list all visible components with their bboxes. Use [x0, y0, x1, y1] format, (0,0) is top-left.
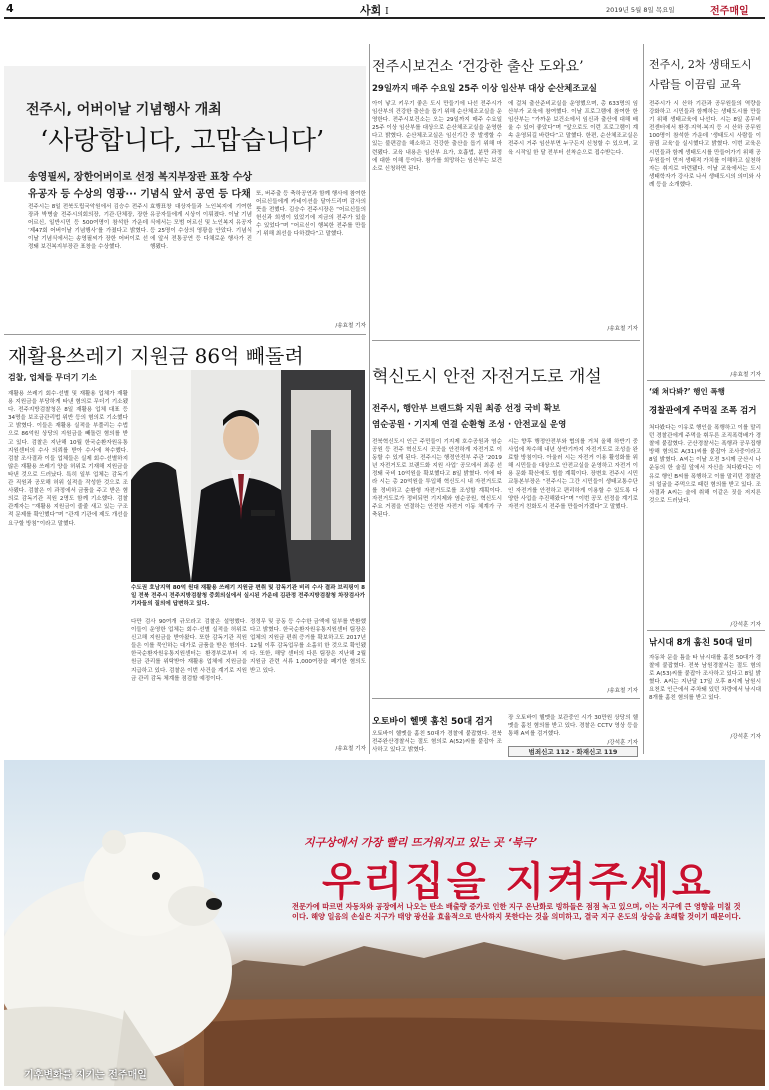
fishing-body: 자동차 문을 틈을 타 낚시대를 훔친 50대가 경찰에 붙잡혔다. 전북 남원경찰서는 절도 혐의로 A(53)씨를 붙잡아 조사하고 있다고 8일 밝혔다. A씨는 지난달 17일 오후 8시께 남원시 요천로 인근에서 주차돼 있던 차량에서 낚시대 8개를 훔친 혐의를 받고 있다.: [649, 655, 761, 702]
event-body-col2: 효행표창 대상자들과 노인복지에 기여한 유공자들에게 시상이 이뤄졌다. 이날 기념식에서는 모범 어르신 및 노인복지 유공자 등 25명이 수상의 영광을 안았다. 기념식에 앞서 전통공연 등 다채로운 행사가 진행됐다.: [150, 204, 252, 251]
header-rule: [4, 17, 765, 19]
birth-body-col2: 에 걸쳐 출산준비교실을 운영했으며, 총 633명의 임산부가 교육에 참여했다. 이날 프로그램에 참여한 한 임산부는 “가까운 보건소에서 임신과 출산에 대해 배울 수 있어 좋았다”며 “앞으로도 이런 프로그램이 계속 운영되길 바란다”고 말했다. 한편, 순산체조교실은 전주시 거주 임산부면 누구든지 신청할 수 있으며, 교육 시작일 한 달 전부터 선착순으로 접수받는다.: [508, 101, 638, 156]
bike-headline: 혁신도시 안전 자전거도로 개설: [372, 367, 602, 387]
event-kicker-text: 전주시, 어버이날 기념행사 개최: [26, 102, 222, 118]
ad-credit: 기후변화를 지키는 전주매일: [24, 1070, 147, 1081]
notice-bar: 범죄신고 112 · 화재신고 119: [508, 746, 638, 757]
briefing-photo-illustration: [131, 370, 365, 582]
motorbike-headline: 오토바이 헬멧 훔친 50대 검거: [372, 717, 493, 727]
environment-advertisement: [4, 760, 765, 1086]
birth-byline: /송효철 기자: [607, 326, 638, 332]
row-rule-1: [4, 334, 366, 335]
bike-body-col2: 시는 향후 행정안전부와 협의를 거쳐 올해 하반기 중 사업에 착수해 내년 상반기까지 자전거도로 조성을 완료할 방침이다. 아울러 시는 자전거 이용 활성화를 위해 시민들을 대상으로 안전교실을 운영하고 자전거 이용 문화 확산에도 힘쓸 계획이다. 장변호 전주시 시민교통본부장은 “전주시는 그간 시민들이 생태교통수단인 자전거를 안전하고 편리하게 이용할 수 있도록 다양한 사업을 추진해왔다”며 “이번 공모 선정을 계기로 자전거 친화도시 전주를 만들어가겠다”고 말했다.: [508, 439, 638, 510]
section-mark: I: [385, 7, 389, 17]
police-byline: /강석훈 기자: [730, 622, 761, 628]
police-headline: 경찰관에게 주먹질 조폭 검거: [649, 406, 757, 416]
event-headline-text: ‘사랑합니다, 고맙습니다’: [40, 126, 325, 156]
issue-date: 2019년 5월 8일 목요일: [606, 6, 675, 14]
eco-headline-2: 사람들 이끔림 교육: [649, 78, 742, 91]
column-rule-1: [369, 44, 370, 754]
ad-headline: 우리집을 지켜주세요: [322, 859, 714, 905]
eco-headline-1: 전주시, 2차 생태도시: [649, 58, 752, 71]
news-photo: [131, 370, 365, 582]
recycle-headline: 재활용쓰레기 지원금 86억 빼돌려: [8, 344, 304, 368]
event-subhead-1: 송영필씨, 장한어버이로 선정 복지부장관 표창 수상: [28, 172, 253, 183]
event-byline: /송효철 기자: [335, 323, 366, 329]
ad-body: 전문가에 따르면 자동차와 공장에서 나오는 탄소 배출량 증가로 인한 지구 온난화로 빙하들은 점점 녹고 있으며, 이는 지구에 큰 영향을 미칠 것이다. 해양 일음의 손실은 지구가 태양 광선을 효율적으로 반사하지 못한다는 것을 의미하고, 결국 지구 온도의 상승을 초래할 것이기 때문이다.: [292, 902, 741, 921]
photo-caption: 수도권 호남지역 80억 원대 재활용 쓰레기 지원금 편취 및 감독기관 비리 수사 결과 브리핑이 8일 전북 전주시 전주지방검찰청 중회의실에서 실시된 가운데 김관정 전주지방검찰청 차장검사가 기자들의 질의에 답변하고 있다.: [131, 585, 365, 608]
bike-body-col1: 전북혁신도시 인근 주민들이 기지제 호수공원과 염순공원 등 전주 혁신도시 곳곳을 안전하게 자전거로 이동할 수 있게 된다. 전주시는 행정안전부 주관 ‘2019년 자전거도로 브랜드화 지원 사업’ 공모에서 최종 선정돼 국비 10억원을 확보했다고 8일 밝혔다. 이에 따라 시는 총 20억원을 투입해 혁신도시 내 자전거도로를 정비하고 순환형 자전거도로를 조성할 계획이다. 자전거도로가 정비되면 기지제와 염순공원, 혁신도시 주요 거점을 연결하는 안전한 자전거 이동 체계가 구축된다.: [372, 439, 502, 518]
bike-subhead-1: 전주시, 행안부 브랜드화 지원 최종 선정 국비 확보: [372, 404, 561, 414]
masthead-name: 전주매일: [710, 6, 749, 17]
recycle-body-col3: 정정무 및 공동 등 수수한 금액에 일부를 반환했다고 밝혔다. 한국순환자원유통지원센터 팀장은 업체의 지원금 편취 증거를 확보하고도 2017년 12월 이후 감독업무를 소홀히 한 것으로 확인됐다. 또한, 해당 센터의 다른 팀장은 지난해 2월 지원금 관련 서류 1,000여장을 폐기한 혐의도 받고 있다.: [250, 619, 366, 674]
birth-body-col1: 아이 낳고 키우기 좋은 도시 만들기에 나선 전주시가 임산부의 건강한 출산을 돕기 위해 순산체조교실을 운영한다. 전주시보건소는 오는 29일까지 매주 수요일 25주 이상 임산부를 대상으로 순산체조교실을 운영한다고 밝혔다. 순산체조교실은 임신기간 중 발생할 수 있는 불편감을 해소하고 건강한 출산을 돕기 위해 마련됐다. 교육 내용은 임산부 요가, 호흡법, 분만 과정에 대한 이해 등이다. 참가를 희망하는 임산부는 보건소로 신청하면 된다.: [372, 101, 502, 172]
recycle-byline: /송효철 기자: [335, 746, 366, 752]
row-rule-5: [372, 698, 640, 699]
motorbike-body-col2: 장 오토바이 헬멧을 보관중인 시가 30만원 상당의 헬멧을 훔친 혐의를 받고 있다. 경찰은 CCTV 영상 등을 통해 A씨를 검거했다.: [508, 715, 638, 738]
section-name: 사회: [360, 4, 382, 17]
fishing-headline: 낚시대 8개 훔친 50대 덜미: [649, 638, 753, 648]
birth-subhead: 29일까지 매주 수요일 25주 이상 임산부 대상 순산체조교실: [372, 84, 598, 94]
recycle-body-col2: 다만 검사 90여개 규모라고 검찰은 설명했다. 이들이 운영한 업체는 회수·선별 실적을 허위로 신고해 지원금을 받아왔다. 또한 감독기관 직원들은 이를 묵인하는 대가로 금품을 받은 혐의다. 한국순환자원유통지원센터는 환경부로부터 지원금 관리를 위탁받아 재활용 업체에 지원금을 지급하고 있다. 검찰은 이번 사건을 계기로 지원금 관리 감독 체계를 점검할 예정이다.: [131, 619, 247, 682]
row-rule-2: [372, 340, 640, 341]
section-title: [360, 2, 389, 18]
motorbike-byline: /강석훈 기자: [607, 740, 638, 746]
bike-subhead-2: 염순공원 · 기지제 연결 순환형 조성 · 안전교실 운영: [372, 420, 567, 430]
event-body-col1: 전주시는 8일 전북도립국악원에서 김승수 전주시장과 박병술 전주시의회의장, 기관·단체장, 장한 어르신, 일반시민 등 500여명이 참석한 가운데 ‘제47회 어버이날 기념행사’를 가졌다고 밝혔다. 이날 기념식에서는 송영필씨가 장한 어버이로 선정돼 보건복지부장관 표창을 수상했다.: [28, 204, 148, 251]
row-rule-4: [647, 630, 765, 631]
ad-tagline: 지구상에서 가장 빨리 뜨거워지고 있는 곳 ‘북극’: [304, 836, 538, 849]
fishing-byline: /강석훈 기자: [730, 734, 761, 740]
bike-byline: /송효철 기자: [607, 688, 638, 694]
recycle-body-col1: 재활용 쓰레기 회수·선별 및 재활용 업체가 재활용 지원금을 부당하게 타낸 혐의로 무더기 기소됐다. 전주지방검찰청은 8일 재활용 업체 대표 등 34명을 보조금관리법 위반 등의 혐의로 기소했다고 밝혔다. 이들은 재활용 실적을 부풀리는 수법으로 86억원 상당의 지원금을 빼돌린 혐의를 받고 있다. 검찰은 지난해 10월 한국순환자원유통지원센터의 수사 의뢰를 받아 수사에 착수했다. 검찰 조사결과 이들 업체들은 실제 회수·선별하지 않은 재활용 쓰레기 양을 허위로 기재해 지원금을 타낸 것으로 드러났다. 특히 일부 업체는 감독기관 직원과 공모해 허위 실적을 작성한 것으로 조사됐다. 검찰은 이 과정에서 금품을 주고 받은 혐의로 감독기관 직원 2명도 함께 기소했다. 검찰 관계자는 “재활용 지원금이 줄줄 새고 있는 구조적 문제를 확인했다”며 “관계 기관에 제도 개선을 요구할 방침”이라고 말했다.: [8, 391, 128, 527]
police-kicker: ‘왜 쳐다봐?’ 행인 폭행: [649, 387, 725, 396]
ad-background-art: [4, 760, 765, 1086]
row-rule-3: [647, 380, 765, 381]
eco-byline: /송효철 기자: [730, 372, 761, 378]
motorbike-body-col1: 오토바이 헬멧을 훔친 50대가 경찰에 붙잡혔다. 전북 전주완산경찰서는 절도 혐의로 A(52)씨를 붙잡아 조사하고 있다고 밝혔다.: [372, 731, 502, 754]
page-number: 4: [6, 2, 14, 15]
event-body-col3: 또, 버주출 등 축하공연과 함께 행사에 참여한 어르신들에게 카네이션을 달아드리며 감사의 뜻을 전했다. 김승수 전주시장은 “어르신들의 헌신과 희생이 있었기에 지금의 전주가 있을 수 있었다”며 “어르신이 행복한 전주를 만들기 위해 최선을 다하겠다”고 말했다.: [256, 191, 366, 238]
police-body: 쳐다봤다는 이유로 행인을 폭행하고 이를 말리던 경찰관에게 주먹을 휘두른 조직폭력배가 경찰에 붙잡혔다. 군산경찰서는 폭행과 공무집행방해 혐의로 A(31)씨를 붙잡아 조사중이라고 8일 밝혔다. A씨는 이날 오전 3시께 군산시 나운동의 한 술집 앞에서 자신을 쳐다봤다는 이유로 행인 B씨를 폭행하고 이를 말리던 경찰관의 얼굴을 주먹으로 때린 혐의를 받고 있다. 조사결과 A씨는 술에 취해 이같은 짓을 저지른 것으로 드러났다.: [649, 425, 761, 504]
recycle-subhead: 검찰, 업체들 무더기 기소: [8, 373, 97, 382]
column-rule-2: [643, 44, 644, 754]
birth-headline: 전주시보건소 ‘건강한 출산 도와요’: [372, 59, 584, 75]
event-subhead-2: 유공자 등 수상의 영광··· 기념식 앞서 공연 등 다채: [28, 189, 251, 200]
eco-body: 전주시가 시 산하 기관과 공무원들의 역량을 강화하고 시민들과 함께하는 생태도시를 만들기 위해 생태교육에 나선다. 시는 8일 종무비전센터에서 환경·지역·복지 등 시 산하 공무원 100명이 참석한 가운데 ‘생태도시 사람들 이끔림 교육’을 실시했다고 밝혔다. 이번 교육은 시민들과 함께 생태도시를 만들어가기 위해 공무원들이 먼저 생태적 가치를 이해하고 실천하자는 취지로 마련됐다. 이날 교육에서는 도시생태학자가 강사로 나서 생태도시의 의미와 사례 등을 소개했다.: [649, 101, 761, 188]
